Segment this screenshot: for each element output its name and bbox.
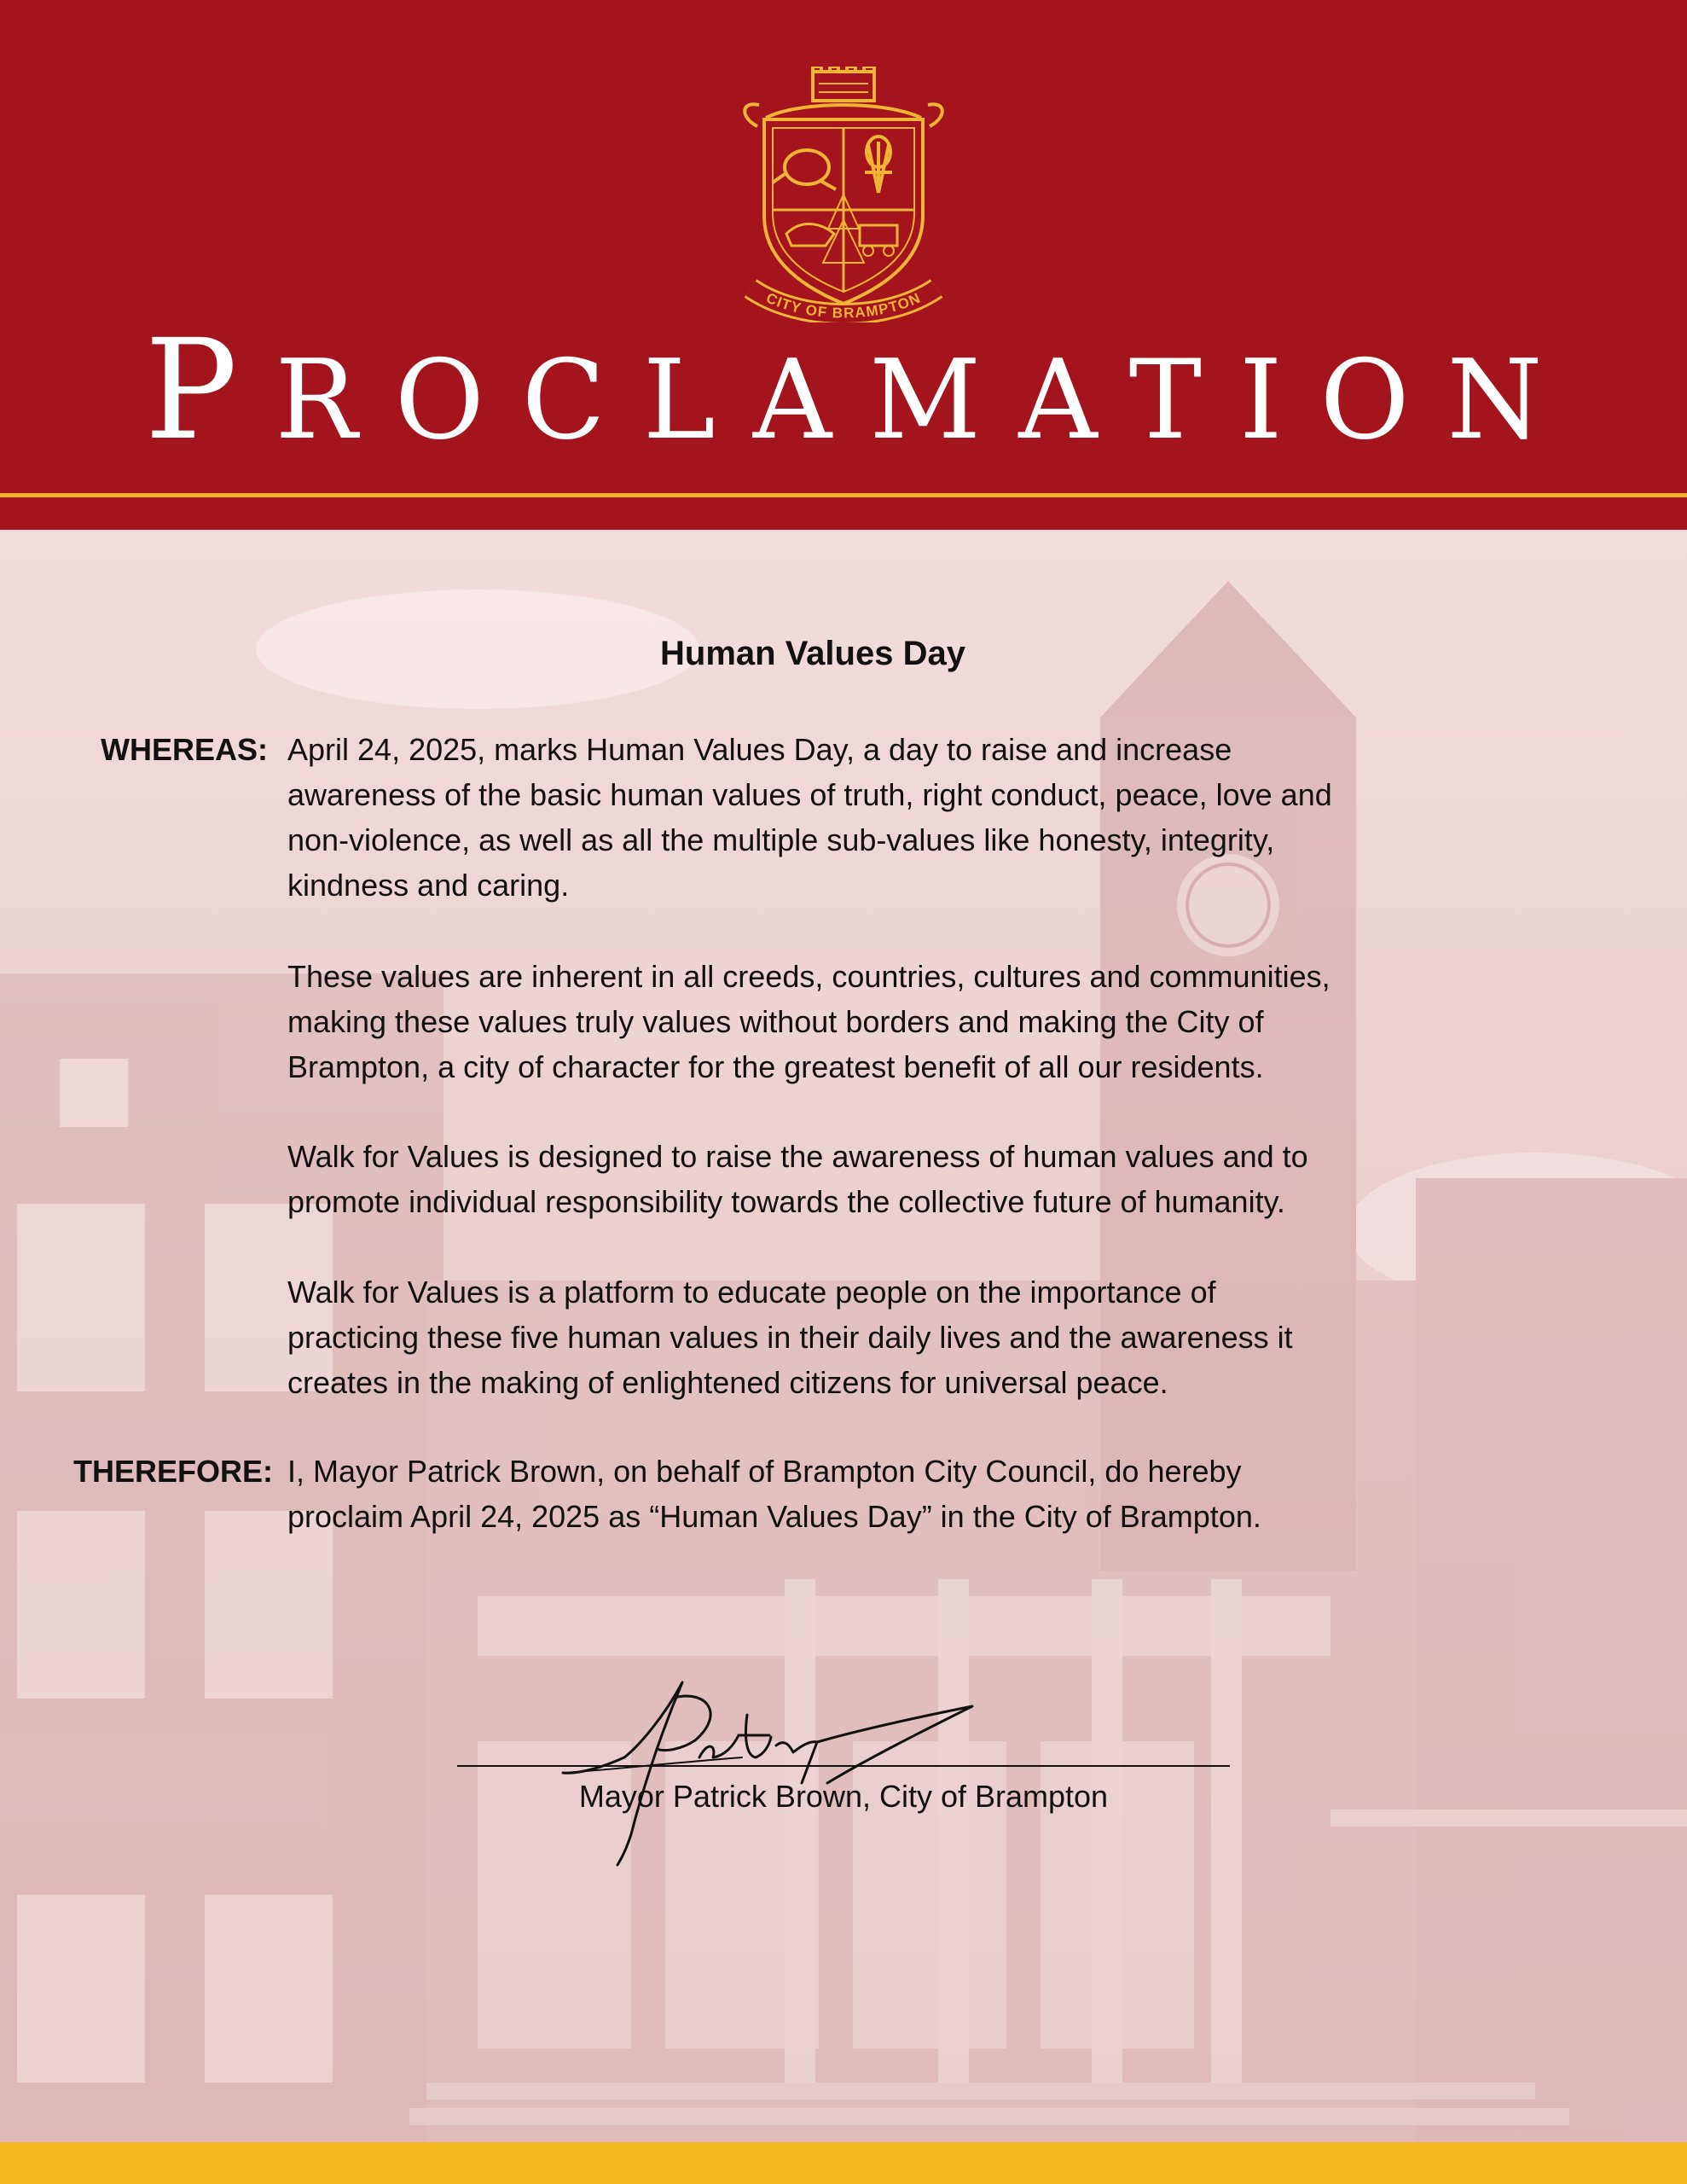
crest-banner-text: CITY OF BRAMPTON	[763, 289, 924, 322]
text-line: Walk for Values is a platform to educate people on the importance of	[287, 1275, 1216, 1310]
text-line: practicing these five human values in their daily lives and the awareness it	[287, 1320, 1293, 1355]
footer-gold-band	[0, 2142, 1687, 2184]
page-title-rest: ROCLAMATION	[275, 337, 1580, 464]
proclamation-heading: Human Values Day	[660, 635, 965, 672]
whereas-paragraph-4	[287, 1269, 1507, 1405]
whereas-paragraph-3	[287, 1134, 1507, 1224]
page-title-initial: P	[144, 311, 275, 471]
text-line: kindness and caring.	[287, 868, 570, 903]
whereas-paragraph-1	[287, 727, 1507, 908]
text-line: promote individual responsibility towards the collective future of humanity.	[287, 1184, 1285, 1219]
text-line: awareness of the basic human values of truth, right conduct, peace, love and	[287, 777, 1332, 812]
text-line: creates in the making of enlightened citizens for universal peace.	[287, 1365, 1168, 1400]
signatory-name: Mayor Patrick Brown, City of Brampton	[578, 1779, 1109, 1814]
therefore-label: THEREFORE:	[73, 1454, 273, 1489]
whereas-label: WHEREAS:	[101, 732, 268, 767]
therefore-paragraph	[287, 1449, 1507, 1539]
text-line: Walk for Values is designed to raise the awareness of human values and to	[287, 1139, 1308, 1174]
whereas-paragraph-2	[287, 954, 1507, 1089]
text-line: I, Mayor Patrick Brown, on behalf of Brampton City Council, do hereby	[287, 1454, 1242, 1489]
text-line: Brampton, a city of character for the greatest benefit of all our residents.	[287, 1049, 1264, 1084]
text-line: April 24, 2025, marks Human Values Day, a day to raise and increase	[287, 732, 1232, 767]
text-line: proclaim April 24, 2025 as “Human Values Day” in the City of Brampton.	[287, 1499, 1261, 1534]
text-line: making these values truly values without borders and making the City of	[287, 1004, 1264, 1039]
mayor-signature	[546, 1664, 1092, 1868]
text-line: These values are inherent in all creeds, countries, cultures and communities,	[287, 959, 1330, 994]
text-line: non-violence, as well as all the multiple sub-values like honesty, integrity,	[287, 822, 1275, 857]
